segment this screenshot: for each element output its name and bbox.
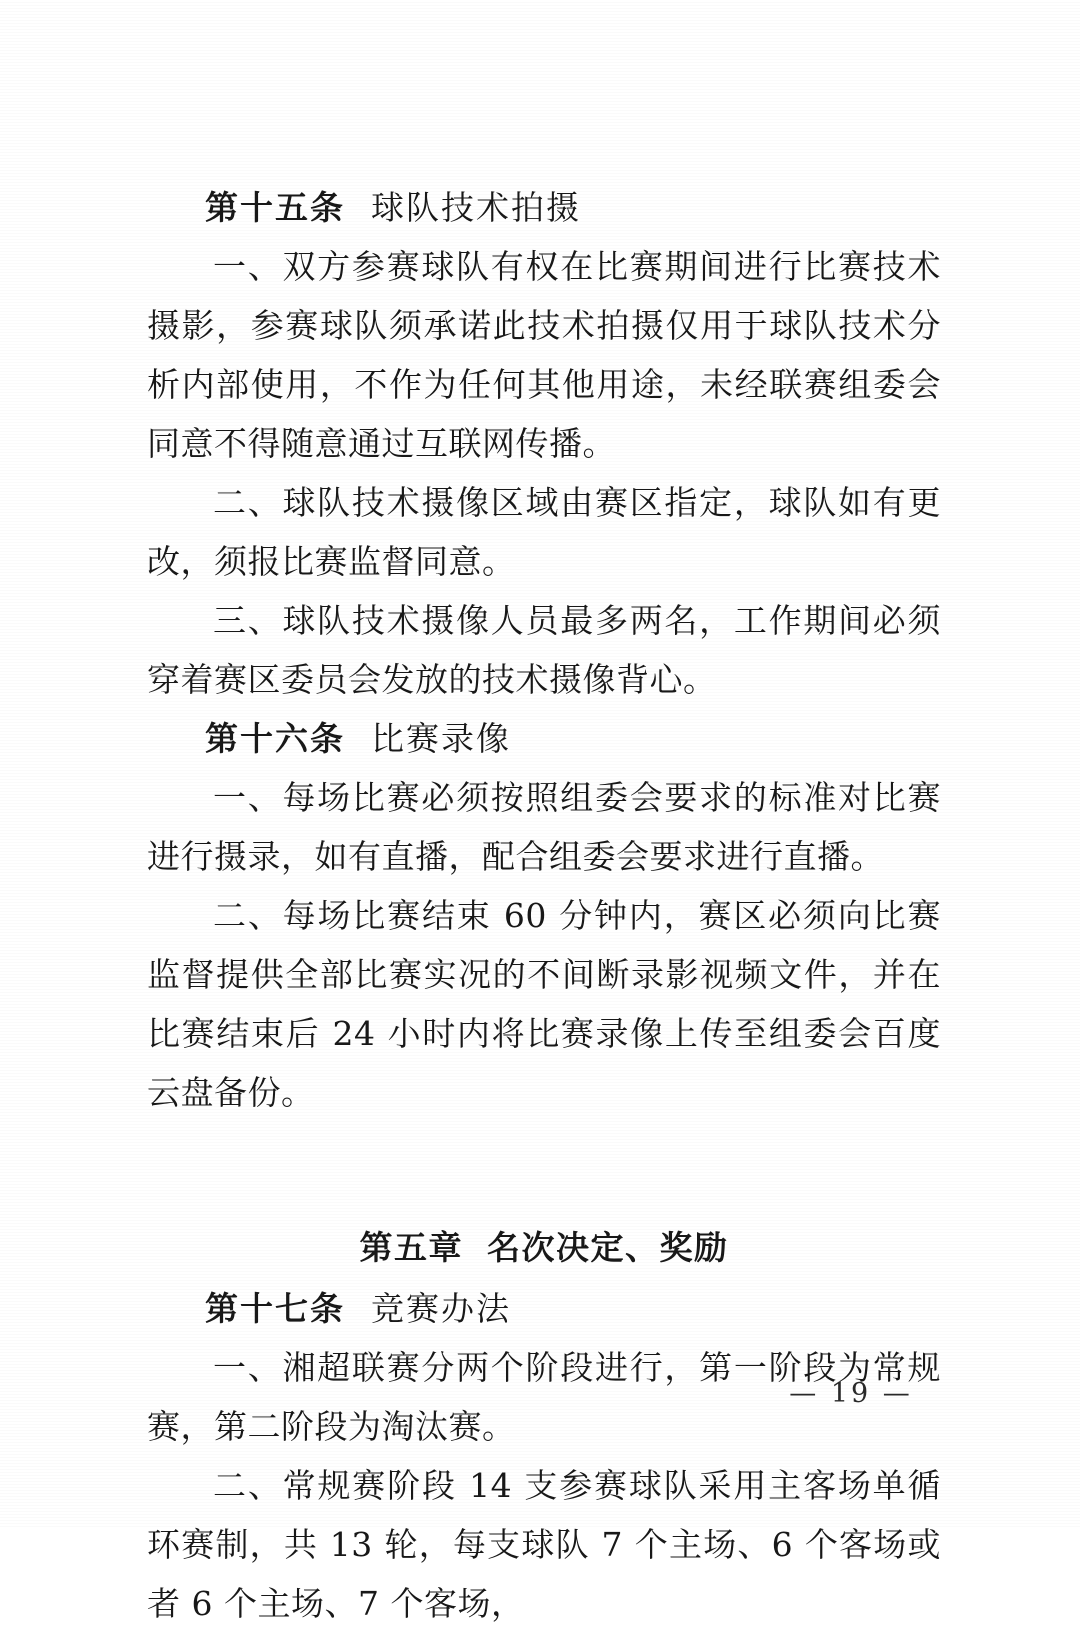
article-number: 第十五条	[205, 188, 345, 227]
article-heading-15	[147, 178, 941, 237]
article-17-paragraph-2: 二、常规赛阶段 14 支参赛球队采用主客场单循环赛制，共 13 轮，每支球队 7 个主场、6 个客场或者 6 个主场、7 个客场，	[147, 1466, 941, 1623]
article-15-paragraph-1: 一、双方参赛球队有权在比赛期间进行比赛技术摄影，参赛球队须承诺此技术拍摄仅用于球队技术分析内部使用，不作为任何其他用途，未经联赛组委会同意不得随意通过互联网传播。	[147, 247, 941, 463]
article-15-paragraph-2: 二、球队技术摄像区域由赛区指定，球队如有更改，须报比赛监督同意。	[147, 483, 941, 581]
page-content	[147, 178, 941, 1633]
article-title: 比赛录像	[371, 719, 511, 758]
article-title: 球队技术拍摄	[371, 188, 581, 227]
article-number: 第十七条	[205, 1289, 345, 1328]
article-16-paragraph-2: 二、每场比赛结束 60 分钟内，赛区必须向比赛监督提供全部比赛实况的不间断录影视频文件，并在比赛结束后 24 小时内将比赛录像上传至组委会百度云盘备份。	[147, 896, 941, 1112]
article-15-paragraph-3: 三、球队技术摄像人员最多两名，工作期间必须穿着赛区委员会发放的技术摄像背心。	[147, 601, 941, 699]
page-number: — 19 —	[789, 1378, 913, 1409]
article-number: 第十六条	[205, 719, 345, 758]
article-17-paragraph-1: 一、湘超联赛分两个阶段进行，第一阶段为常规赛，第二阶段为淘汰赛。	[147, 1348, 941, 1446]
article-heading-16	[147, 709, 941, 768]
chapter-title: 名次决定、奖励	[487, 1228, 729, 1267]
chapter-heading-5	[147, 1218, 941, 1277]
chapter-number: 第五章	[359, 1228, 463, 1267]
article-16-paragraph-1: 一、每场比赛必须按照组委会要求的标准对比赛进行摄录，如有直播，配合组委会要求进行直播。	[147, 778, 941, 876]
article-title: 竞赛办法	[371, 1289, 511, 1328]
chapter-spacer-top	[147, 1122, 941, 1218]
article-heading-17	[147, 1279, 941, 1338]
